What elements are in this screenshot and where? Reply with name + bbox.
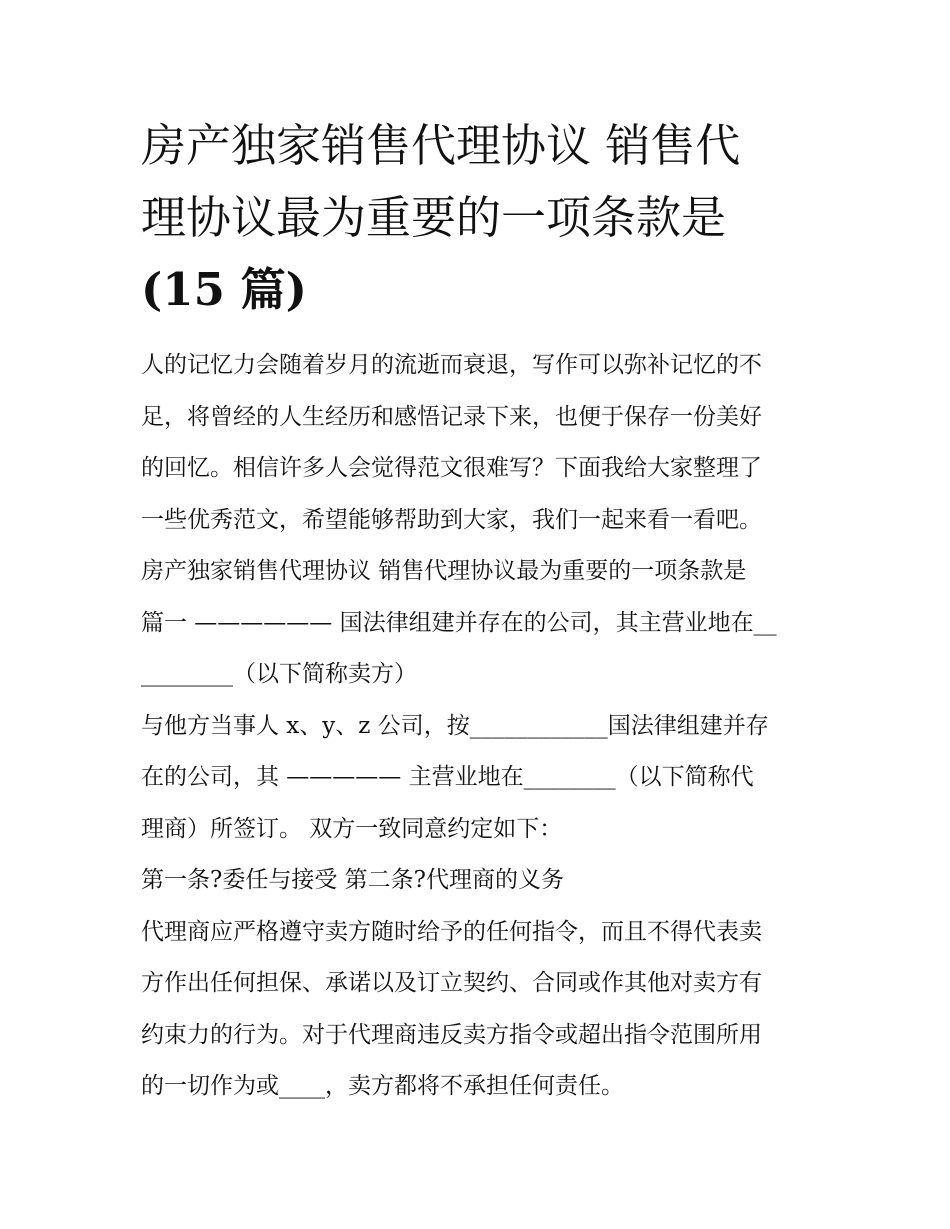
body-line: 的一切作为或____，卖方都将不承担任何责任。 bbox=[141, 1073, 624, 1099]
body-line: 一些优秀范文，希望能够帮助到大家，我们一起来看一看吧。 bbox=[141, 506, 762, 533]
title-line-3: (15 篇) bbox=[141, 263, 307, 316]
body-line: 篇一 —————— 国法律组建并存在的公司，其主营业地在__ bbox=[141, 609, 777, 636]
body-line: 方作出任何担保、承诺以及订立契约、合同或作其他对卖方有 bbox=[141, 970, 762, 996]
body-line: 的回忆。相信许多人会觉得范文很难写？下面我给大家整理了 bbox=[141, 455, 762, 481]
document-body bbox=[141, 340, 813, 1113]
body-line: ________（以下简称卖方） bbox=[141, 661, 417, 687]
body-line: 第一条?委任与接受 第二条?代理商的义务 bbox=[141, 867, 564, 893]
body-line: 房产独家销售代理协议 销售代理协议最为重要的一项条款是 bbox=[141, 558, 747, 584]
body-line: 足，将曾经的人生经历和感悟记录下来，也便于保存一份美好 bbox=[141, 403, 762, 430]
title-line-2: 理协议最为重要的一项条款是 bbox=[141, 191, 727, 244]
body-line: 与他方当事人 x、y、z 公司，按____________国法律组建并存 bbox=[141, 712, 769, 739]
body-line: 人的记忆力会随着岁月的流逝而衰退，写作可以弥补记忆的不 bbox=[141, 352, 762, 378]
document-page bbox=[141, 110, 813, 1113]
body-line: 理商）所签订。 双方一致同意约定如下： bbox=[141, 815, 563, 842]
body-line: 在的公司，其 ————— 主营业地在________（以下简称代 bbox=[141, 764, 754, 790]
document-title bbox=[141, 110, 813, 326]
body-line: 代理商应严格遵守卖方随时给予的任何指令，而且不得代表卖 bbox=[141, 918, 762, 945]
body-line: 约束力的行为。对于代理商违反卖方指令或超出指令范围所用 bbox=[141, 1021, 762, 1048]
title-line-1: 房产独家销售代理协议 销售代 bbox=[141, 119, 741, 172]
